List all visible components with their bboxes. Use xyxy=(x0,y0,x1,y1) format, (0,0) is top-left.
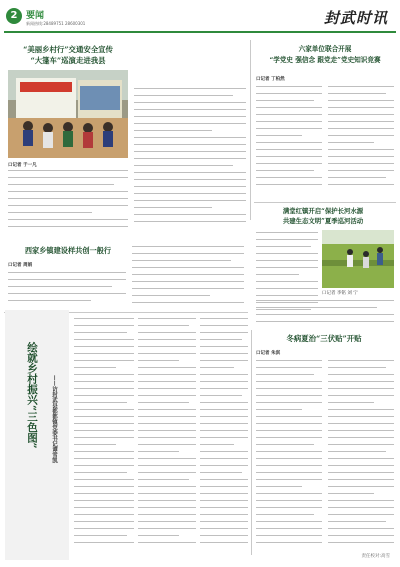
column-divider xyxy=(250,40,251,220)
feature-banner-subtitle: ——访封武县都都镇党委书记谭雪凯 xyxy=(51,375,57,463)
article-5-body-col1 xyxy=(256,360,322,550)
masthead xyxy=(0,0,400,30)
article-4-headline xyxy=(8,246,128,256)
newspaper-brand: 封武时讯 xyxy=(323,9,388,27)
article-5-headline xyxy=(254,334,394,344)
article-1-body-col2 xyxy=(134,88,246,232)
article-4-headline-line-1: 西家乡镇建设样共创一般行 xyxy=(24,246,112,255)
page-number-badge: 2 xyxy=(6,8,22,24)
article-2-headline xyxy=(256,44,394,66)
article-5-body-col2 xyxy=(328,360,394,550)
section-divider-right xyxy=(254,202,396,203)
article-2-headline-line-1: 六家单位联合开展 xyxy=(298,45,352,53)
article-2-body-col2 xyxy=(328,86,394,196)
article-3-photo-image xyxy=(322,230,394,288)
article-4-byline: 口记者 周娟 xyxy=(8,263,33,268)
article-1-photo-image xyxy=(8,70,128,158)
article-3-headline-line-2: 共建生态文明”夏季巡河活动 xyxy=(282,217,364,225)
section-title: 要闻 xyxy=(26,11,45,21)
feature-banner-title: 绘就乡村振兴“三色图” xyxy=(26,342,38,449)
article-2-byline: 口记者 丁柏然 xyxy=(256,77,285,82)
article-3-photo xyxy=(322,230,394,288)
lower-column-divider xyxy=(251,330,252,555)
article-4-body xyxy=(8,272,126,308)
article-1-headline xyxy=(8,44,128,66)
article-5-headline-line-1: 冬病夏治“三伏贴”开贴 xyxy=(286,334,362,343)
article-2-body xyxy=(256,86,322,196)
article-1-photo xyxy=(8,70,128,158)
article-1-headline-line-2: “大篷车”巡演走进我县 xyxy=(30,56,106,65)
footer-tag: 责任校对:高雪 xyxy=(361,554,390,559)
article-4-body-col2 xyxy=(132,246,244,308)
meta-line: 新闻热线:28489751 28600301 xyxy=(26,21,86,26)
top-rule xyxy=(4,31,396,33)
article-2-headline-line-2: “学党史 强信念 跟党走”党史知识竞赛 xyxy=(269,56,381,64)
feature-body-col3 xyxy=(200,318,248,554)
article-1-body xyxy=(8,170,128,232)
feature-body-col1 xyxy=(74,318,134,554)
article-3-caption: 口记者 李铭 刘 宁 xyxy=(322,291,358,296)
article-3-headline xyxy=(250,206,396,226)
article-1-headline-line-1: “美丽乡村行”交通安全宣传 xyxy=(23,45,113,54)
article-3-body-col2 xyxy=(256,300,394,328)
article-3-headline-line-1: 满堂红镇开启“保护长河水源 xyxy=(282,207,364,215)
article-1-byline: 口记者 于一凡 xyxy=(8,163,37,168)
article-5-byline: 口记者 朱淇 xyxy=(256,351,281,356)
feature-body-col2 xyxy=(138,318,196,554)
